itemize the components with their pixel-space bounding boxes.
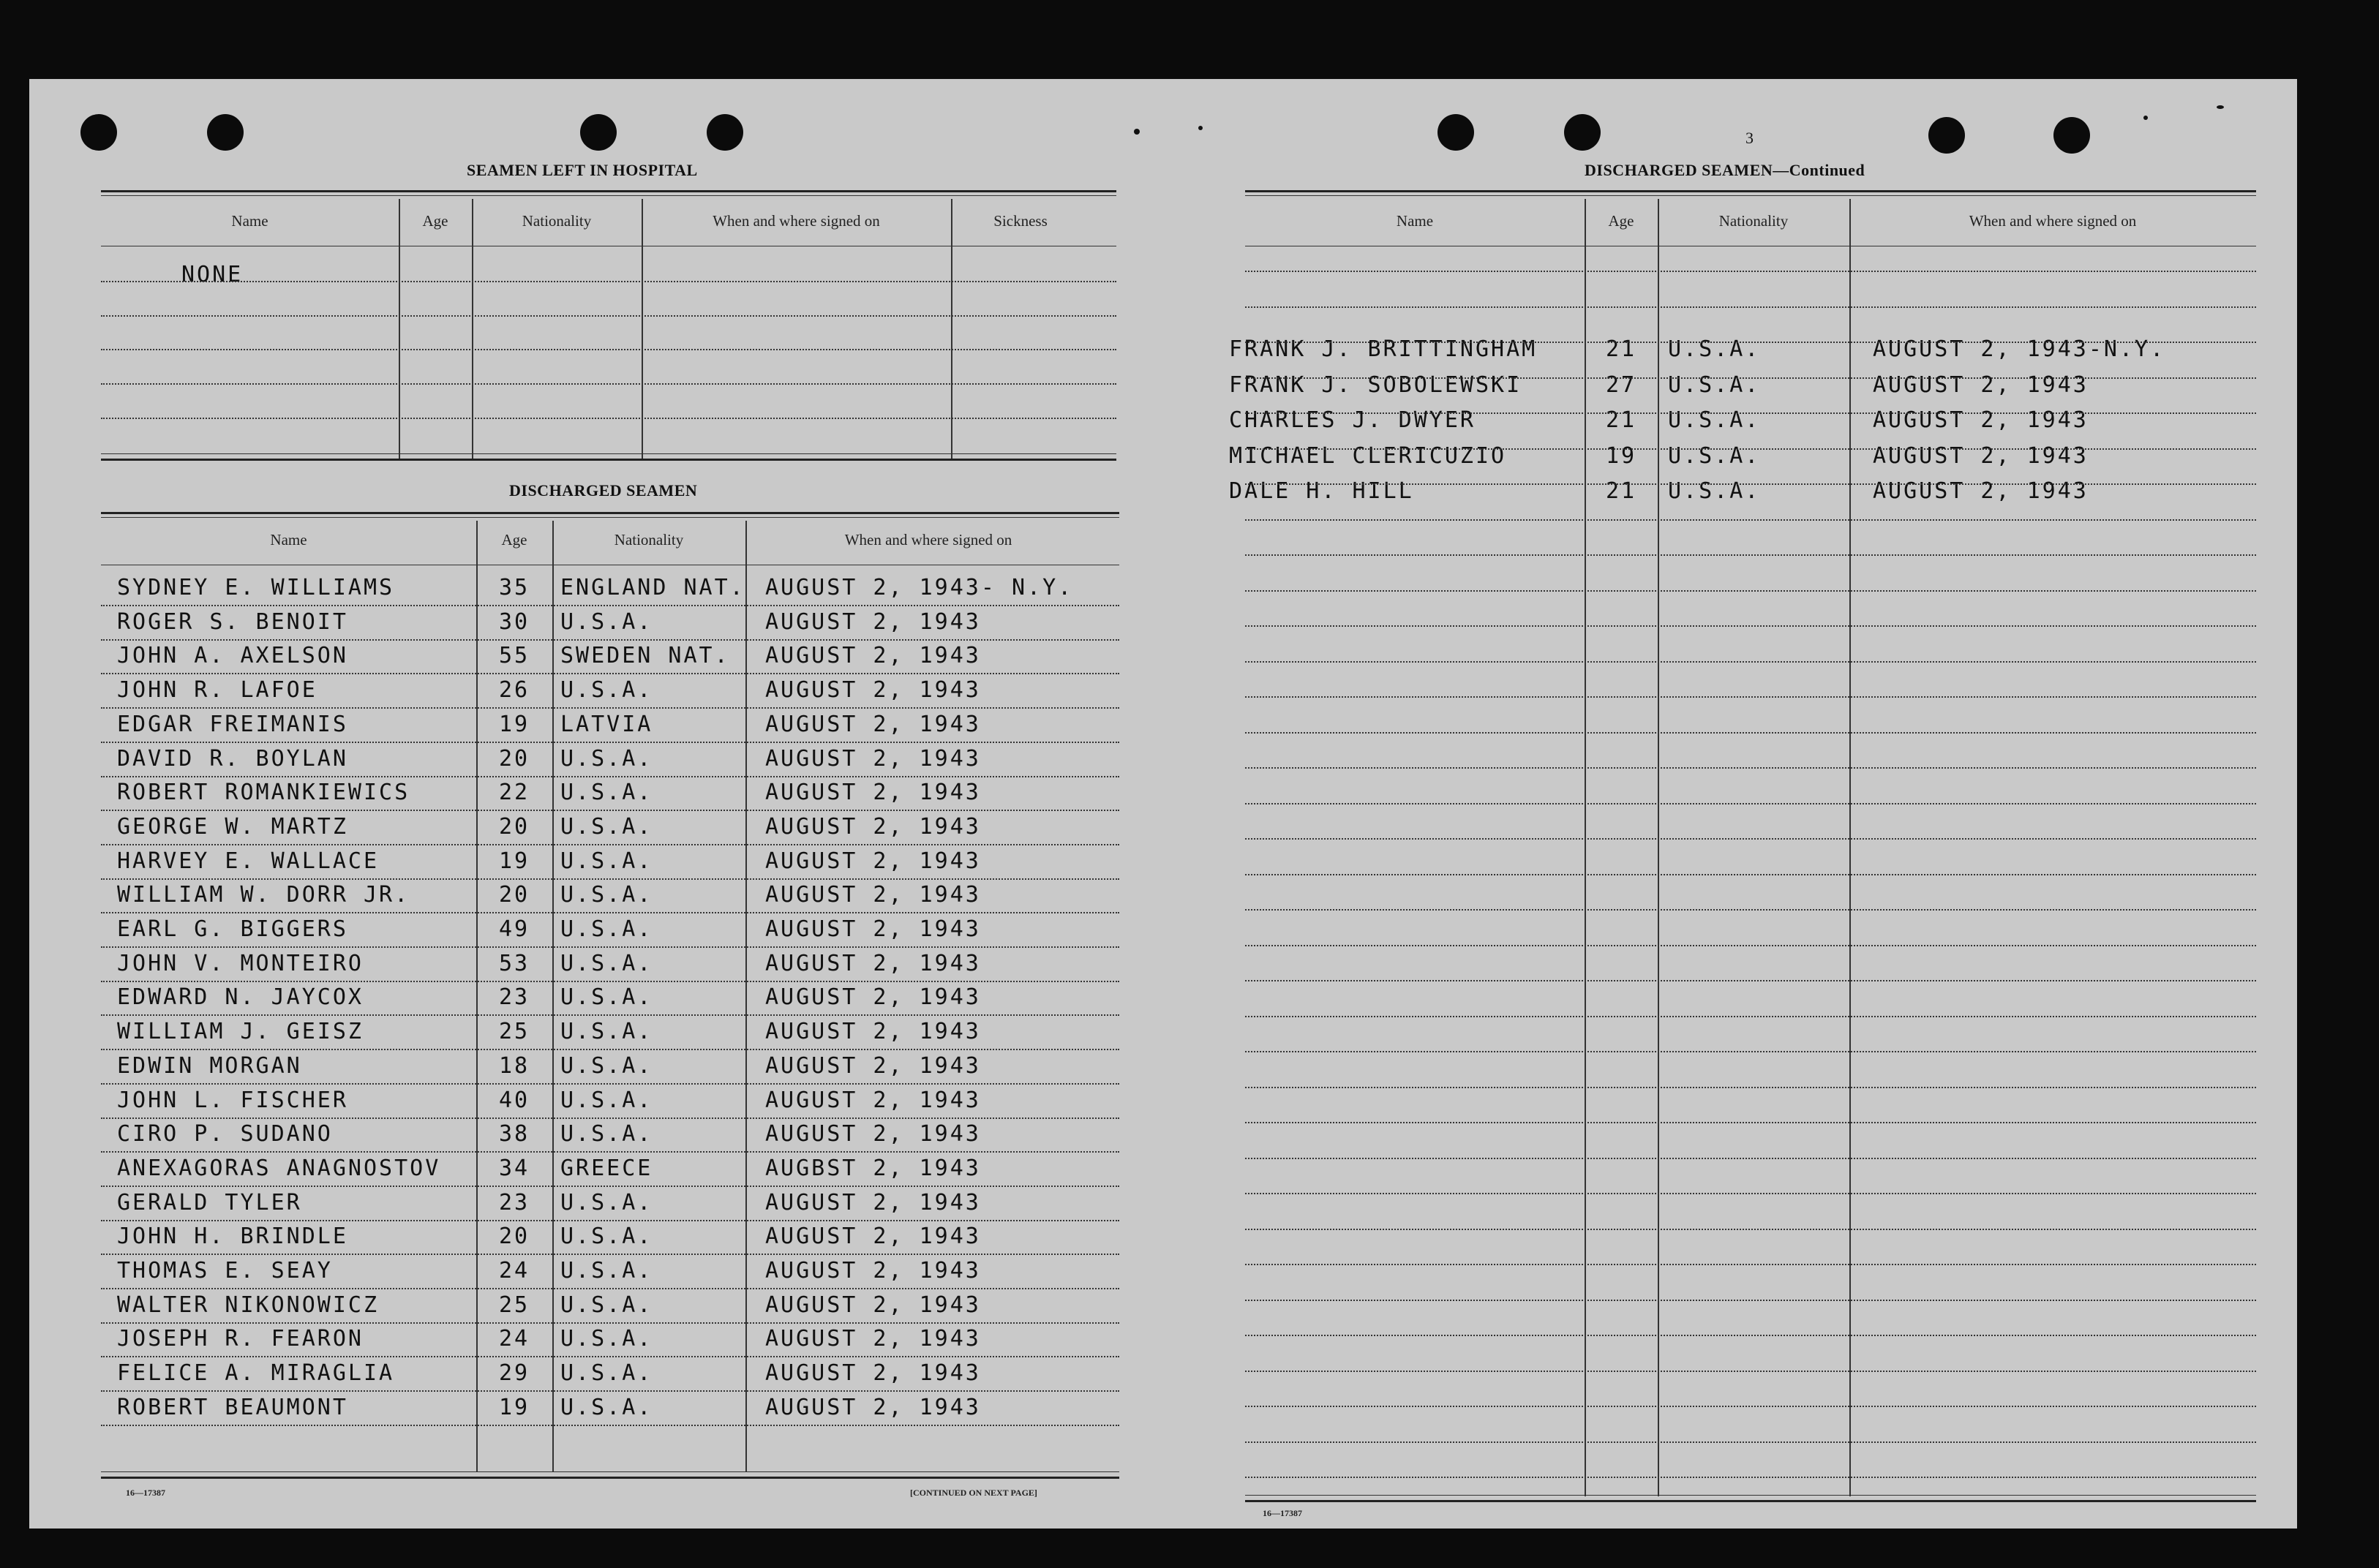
- row-line: [1245, 1264, 2256, 1265]
- seaman-signed-on: AUGUST 2, 1943: [765, 1121, 981, 1147]
- row-line: [1245, 590, 2256, 592]
- seaman-nationality: U.S.A.: [560, 780, 653, 805]
- seaman-nationality: U.S.A.: [560, 882, 653, 908]
- seaman-signed-on: AUGUST 2, 1943: [765, 643, 981, 668]
- seaman-age: 29: [498, 1360, 530, 1386]
- seaman-age: 26: [498, 677, 530, 703]
- seaman-age: 21: [1605, 336, 1637, 362]
- row-line: [1245, 625, 2256, 627]
- row-line: [1245, 1122, 2256, 1123]
- row-line: [1245, 1477, 2256, 1478]
- seaman-age: 20: [498, 1224, 530, 1249]
- seaman-signed-on: AUGUST 2, 1943- N.Y.: [765, 575, 1074, 600]
- seaman-signed-on: AUGUST 2, 1943-N.Y.: [1873, 336, 2166, 362]
- seaman-name: EDWARD N. JAYCOX: [117, 984, 364, 1010]
- seaman-name: JOHN R. LAFOE: [117, 677, 317, 703]
- seaman-signed-on: AUGUST 2, 1943: [765, 882, 981, 908]
- seaman-signed-on: AUGUST 2, 1943: [765, 780, 981, 805]
- row-line: [1245, 767, 2256, 769]
- row-line: [1245, 271, 2256, 272]
- right-header-name: Name: [1396, 212, 1434, 230]
- seaman-nationality: U.S.A.: [560, 1326, 653, 1352]
- row-line: [1245, 483, 2256, 485]
- seaman-name: FRANK J. BRITTINGHAM: [1229, 336, 1538, 362]
- seaman-name: EARL G. BIGGERS: [117, 916, 348, 942]
- seaman-nationality: U.S.A.: [560, 916, 653, 942]
- seaman-signed-on: AUGUST 2, 1943: [765, 1258, 981, 1284]
- seaman-nationality: U.S.A.: [560, 1292, 653, 1318]
- right-page: [29, 79, 2297, 1529]
- seaman-nationality: U.S.A.: [560, 1360, 653, 1386]
- seaman-nationality: U.S.A.: [1668, 478, 1761, 504]
- row-line: [1245, 803, 2256, 804]
- row-line: [1245, 1300, 2256, 1301]
- hospital-section-title: SEAMEN LEFT IN HOSPITAL: [467, 161, 698, 179]
- seaman-age: 34: [498, 1156, 530, 1181]
- seaman-signed-on: AUGUST 2, 1943: [765, 814, 981, 840]
- row-line: [1245, 1087, 2256, 1088]
- seaman-signed-on: AUGUST 2, 1943: [765, 951, 981, 976]
- seaman-nationality: U.S.A.: [560, 1395, 653, 1420]
- seaman-name: CIRO P. SUDANO: [117, 1121, 333, 1147]
- seaman-signed-on: AUGUST 2, 1943: [765, 1088, 981, 1113]
- row-line: [1245, 732, 2256, 734]
- seaman-nationality: U.S.A.: [1668, 336, 1761, 362]
- right-bottom-rule-2: [1245, 1500, 2256, 1502]
- seaman-age: 19: [498, 1395, 530, 1420]
- right-top-rule-2: [1245, 195, 2256, 196]
- seaman-name: GEORGE W. MARTZ: [117, 814, 348, 840]
- row-line: [1245, 306, 2256, 308]
- discharged-header-age: Age: [501, 531, 527, 549]
- seaman-signed-on: AUGUST 2, 1943: [765, 1395, 981, 1420]
- right-col-divider: [1658, 199, 1659, 1496]
- seaman-nationality: U.S.A.: [560, 1121, 653, 1147]
- seaman-nationality: GREECE: [560, 1156, 653, 1181]
- seaman-name: EDWIN MORGAN: [117, 1053, 302, 1079]
- seaman-signed-on: AUGUST 2, 1943: [765, 1224, 981, 1249]
- row-line: [1245, 838, 2256, 840]
- hospital-header-signed: When and where signed on: [713, 212, 880, 230]
- seaman-nationality: U.S.A.: [560, 1190, 653, 1215]
- seaman-signed-on: AUGUST 2, 1943: [765, 1190, 981, 1215]
- seaman-age: 19: [498, 848, 530, 874]
- row-line: [1245, 1193, 2256, 1194]
- right-header-nationality: Nationality: [1718, 212, 1789, 230]
- seaman-age: 23: [498, 1190, 530, 1215]
- seaman-name: JOHN A. AXELSON: [117, 643, 348, 668]
- seaman-nationality: U.S.A.: [560, 1258, 653, 1284]
- seaman-nationality: U.S.A.: [560, 1019, 653, 1044]
- seaman-age: 40: [498, 1088, 530, 1113]
- seaman-name: CHARLES J. DWYER: [1229, 407, 1476, 433]
- form-number: 16—17387: [126, 1488, 165, 1498]
- row-line: [1245, 554, 2256, 556]
- seaman-name: JOSEPH R. FEARON: [117, 1326, 364, 1352]
- row-line: [1245, 1406, 2256, 1407]
- row-line: [1245, 696, 2256, 698]
- seaman-age: 19: [498, 712, 530, 737]
- seaman-age: 20: [498, 814, 530, 840]
- row-line: [1245, 1016, 2256, 1017]
- row-line: [1245, 1051, 2256, 1052]
- seaman-name: THOMAS E. SEAY: [117, 1258, 333, 1284]
- hospital-header-age: Age: [422, 212, 448, 230]
- row-line: [1245, 874, 2256, 875]
- seaman-signed-on: AUGUST 2, 1943: [765, 916, 981, 942]
- seaman-name: DAVID R. BOYLAN: [117, 746, 348, 772]
- seaman-nationality: U.S.A.: [560, 1224, 653, 1249]
- document-sheet: [29, 79, 2297, 1529]
- seaman-age: 20: [498, 746, 530, 772]
- row-line: [1245, 661, 2256, 663]
- row-line: [1245, 909, 2256, 911]
- seaman-name: ANEXAGORAS ANAGNOSTOV: [117, 1156, 441, 1181]
- discharged-header-signed: When and where signed on: [844, 531, 1012, 549]
- seaman-name: EDGAR FREIMANIS: [117, 712, 348, 737]
- seaman-signed-on: AUGUST 2, 1943: [765, 848, 981, 874]
- seaman-name: ROGER S. BENOIT: [117, 609, 348, 635]
- row-line: [1245, 448, 2256, 450]
- seaman-age: 24: [498, 1326, 530, 1352]
- continued-note: [CONTINUED ON NEXT PAGE]: [910, 1488, 1037, 1498]
- seaman-name: HARVEY E. WALLACE: [117, 848, 380, 874]
- seaman-age: 27: [1605, 372, 1637, 398]
- discharged-header-name: Name: [270, 531, 307, 549]
- hospital-entry-none: NONE: [181, 262, 244, 287]
- seaman-nationality: U.S.A.: [560, 609, 653, 635]
- seaman-signed-on: AUGUST 2, 1943: [765, 1326, 981, 1352]
- row-line: [1245, 945, 2256, 946]
- row-line: [1245, 1441, 2256, 1443]
- seaman-name: JOHN L. FISCHER: [117, 1088, 348, 1113]
- seaman-nationality: U.S.A.: [560, 814, 653, 840]
- row-line: [1245, 1229, 2256, 1230]
- seaman-age: 49: [498, 916, 530, 942]
- seaman-age: 19: [1605, 443, 1637, 469]
- page-number: 3: [1745, 129, 1754, 147]
- row-line: [1245, 412, 2256, 414]
- hospital-header-name: Name: [231, 212, 268, 230]
- seaman-age: 24: [498, 1258, 530, 1284]
- seaman-nationality: U.S.A.: [560, 1053, 653, 1079]
- seaman-name: JOHN V. MONTEIRO: [117, 951, 364, 976]
- seaman-signed-on: AUGUST 2, 1943: [1873, 443, 2089, 469]
- seaman-age: 55: [498, 643, 530, 668]
- right-col-divider: [1849, 199, 1851, 1496]
- seaman-signed-on: AUGUST 2, 1943: [765, 1292, 981, 1318]
- seaman-name: WALTER NIKONOWICZ: [117, 1292, 380, 1318]
- seaman-name: MICHAEL CLERICUZIO: [1229, 443, 1507, 469]
- seaman-name: WILLIAM J. GEISZ: [117, 1019, 364, 1044]
- right-header-signed: When and where signed on: [1969, 212, 2137, 230]
- seaman-signed-on: AUGUST 2, 1943: [765, 609, 981, 635]
- seaman-nationality: U.S.A.: [560, 848, 653, 874]
- seaman-age: 22: [498, 780, 530, 805]
- seaman-age: 21: [1605, 478, 1637, 504]
- seaman-signed-on: AUGUST 2, 1943: [765, 984, 981, 1010]
- seaman-age: 21: [1605, 407, 1637, 433]
- seaman-age: 53: [498, 951, 530, 976]
- seaman-nationality: U.S.A.: [560, 746, 653, 772]
- seaman-signed-on: AUGUST 2, 1943: [765, 1053, 981, 1079]
- seaman-name: DALE H. HILL: [1229, 478, 1414, 504]
- seaman-nationality: U.S.A.: [1668, 407, 1761, 433]
- right-top-rule: [1245, 190, 2256, 192]
- seaman-signed-on: AUGUST 2, 1943: [1873, 478, 2089, 504]
- seaman-name: JOHN H. BRINDLE: [117, 1224, 348, 1249]
- right-header-age: Age: [1608, 212, 1634, 230]
- seaman-age: 23: [498, 984, 530, 1010]
- seaman-name: WILLIAM W. DORR JR.: [117, 882, 410, 908]
- seaman-age: 35: [498, 575, 530, 600]
- row-line: [1245, 1335, 2256, 1336]
- seaman-signed-on: AUGUST 2, 1943: [765, 1360, 981, 1386]
- row-line: [1245, 1158, 2256, 1159]
- discharged-header-nationality: Nationality: [614, 531, 684, 549]
- right-form-number: 16—17387: [1263, 1508, 1302, 1518]
- seaman-age: 18: [498, 1053, 530, 1079]
- seaman-age: 30: [498, 609, 530, 635]
- seaman-signed-on: AUGUST 2, 1943: [1873, 407, 2089, 433]
- seaman-age: 38: [498, 1121, 530, 1147]
- seaman-nationality: U.S.A.: [1668, 372, 1761, 398]
- seaman-signed-on: AUGUST 2, 1943: [765, 677, 981, 703]
- seaman-nationality: U.S.A.: [1668, 443, 1761, 469]
- row-line: [1245, 980, 2256, 981]
- seaman-signed-on: AUGUST 2, 1943: [765, 712, 981, 737]
- seaman-name: ROBERT BEAUMONT: [117, 1395, 348, 1420]
- seaman-nationality: U.S.A.: [560, 984, 653, 1010]
- seaman-nationality: U.S.A.: [560, 677, 653, 703]
- hospital-header-nationality: Nationality: [522, 212, 592, 230]
- seaman-signed-on: AUGUST 2, 1943: [1873, 372, 2089, 398]
- hospital-header-sickness: Sickness: [993, 212, 1048, 230]
- seaman-name: ROBERT ROMANKIEWICS: [117, 780, 410, 805]
- row-line: [1245, 519, 2256, 521]
- seaman-signed-on: AUGUST 2, 1943: [765, 1019, 981, 1044]
- seaman-age: 25: [498, 1292, 530, 1318]
- row-line: [1245, 377, 2256, 379]
- seaman-name: FELICE A. MIRAGLIA: [117, 1360, 395, 1386]
- seaman-name: FRANK J. SOBOLEWSKI: [1229, 372, 1522, 398]
- seaman-age: 20: [498, 882, 530, 908]
- right-section-title: DISCHARGED SEAMEN—Continued: [1585, 161, 1865, 179]
- seaman-age: 25: [498, 1019, 530, 1044]
- row-line: [1245, 1371, 2256, 1372]
- seaman-nationality: SWEDEN NAT.: [560, 643, 730, 668]
- seaman-nationality: U.S.A.: [560, 951, 653, 976]
- seaman-nationality: ENGLAND NAT.: [560, 575, 745, 600]
- row-line: [1245, 342, 2256, 343]
- seaman-signed-on: AUGUST 2, 1943: [765, 746, 981, 772]
- seaman-signed-on: AUGBST 2, 1943: [765, 1156, 981, 1181]
- right-bottom-rule: [1245, 1495, 2256, 1496]
- seaman-name: GERALD TYLER: [117, 1190, 302, 1215]
- discharged-section-title: DISCHARGED SEAMEN: [509, 481, 698, 500]
- seaman-nationality: LATVIA: [560, 712, 653, 737]
- seaman-nationality: U.S.A.: [560, 1088, 653, 1113]
- seaman-name: SYDNEY E. WILLIAMS: [117, 575, 395, 600]
